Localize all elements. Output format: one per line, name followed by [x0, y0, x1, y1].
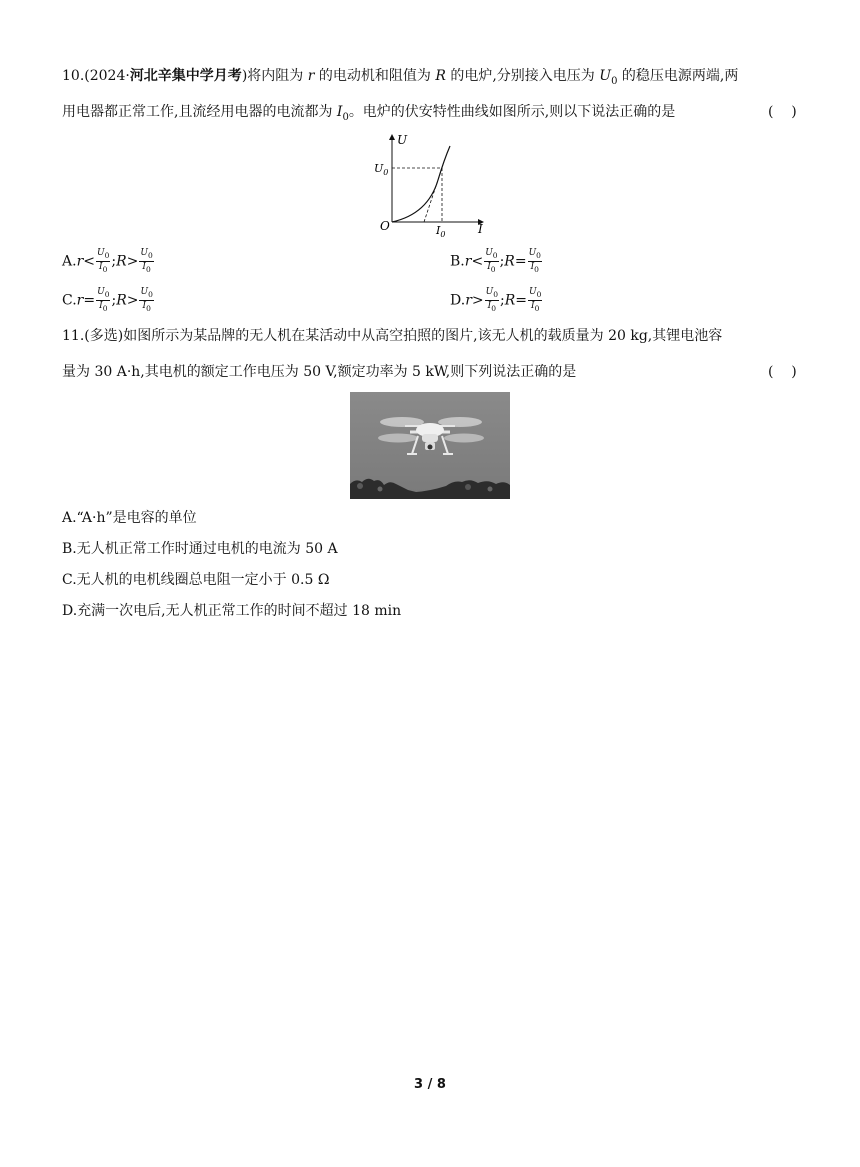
option-op: =	[515, 292, 527, 309]
option-var: r	[465, 292, 472, 309]
q10-option-a[interactable]	[62, 248, 155, 275]
var-U: U	[599, 68, 612, 84]
option-var: R	[116, 292, 127, 309]
q11-line2: 量为 30 A·h,其电机的额定工作电压为 50 V,额定功率为 5 kW,则下列说法正确的是	[62, 364, 577, 380]
x-axis-label: I	[478, 222, 483, 236]
option-op: >	[126, 253, 139, 270]
q11-option-a[interactable]: A.“A·h”是电容的单位	[62, 510, 197, 526]
var-I: I	[336, 104, 343, 120]
option-var: r	[76, 292, 84, 309]
q10-source: 河北辛集中学月考	[129, 68, 242, 84]
q10-option-d[interactable]	[450, 287, 543, 314]
q10-number: 10.(2024·	[62, 68, 130, 84]
q11-option-c[interactable]: C.无人机的电机线圈总电阻一定小于 0.5 Ω	[62, 572, 330, 588]
q10-answer-paren: ( )	[768, 104, 797, 120]
iv-curve	[392, 146, 450, 222]
q10-option-b[interactable]	[450, 248, 543, 275]
option-sep: ;	[500, 292, 505, 309]
option-var: r	[464, 253, 472, 270]
option-sep: ;	[111, 292, 117, 309]
sub-0: 0	[342, 111, 349, 123]
option-var: r	[76, 253, 84, 270]
iv-graph	[370, 130, 490, 240]
q11-answer-paren: ( )	[768, 364, 797, 380]
var-r: r	[307, 68, 315, 84]
fraction: $\frac{U_0}{I_0}$	[485, 287, 498, 313]
y-axis-label: U	[397, 133, 408, 147]
x-tick-label: $I_0$	[436, 224, 446, 239]
option-op: <	[83, 253, 95, 270]
option-op: >	[471, 292, 484, 309]
fraction: $\frac{U_0}{I_0}$	[140, 248, 153, 274]
fraction: $\frac{U_0}{I_0}$	[485, 248, 498, 274]
option-sep: ;	[499, 253, 505, 270]
option-letter: D.	[450, 292, 466, 309]
q10-line1	[62, 66, 738, 92]
q10-text-d: 的稳压电源两端,两	[617, 68, 739, 84]
q11-option-d[interactable]: D.充满一次电后,无人机正常工作的时间不超过 18 min	[62, 603, 402, 619]
drone-photo	[350, 392, 510, 499]
var-R: R	[435, 68, 446, 84]
q11-option-b[interactable]: B.无人机正常工作时通过电机的电流为 50 A	[62, 541, 338, 557]
sub-0: 0	[611, 75, 618, 87]
fraction: $\frac{U_0}{I_0}$	[528, 248, 541, 274]
option-letter: A.	[62, 253, 77, 270]
option-op: <	[471, 253, 484, 270]
q10-line2	[62, 102, 675, 128]
y-tick-label: $U_0$	[374, 162, 389, 177]
q10-text-b: 的电动机和阻值为	[314, 68, 436, 84]
option-var: R	[116, 253, 127, 270]
fraction: $\frac{U_0}{I_0}$	[97, 287, 110, 313]
q11-line1: 11.(多选)如图所示为某品牌的无人机在某活动中从高空拍照的图片,该无人机的载质量为 20 kg,其锂电池容	[62, 328, 723, 344]
option-op: >	[126, 292, 139, 309]
option-op: =	[514, 253, 527, 270]
option-op: =	[83, 292, 96, 309]
q10-text-a: )将内阻为	[241, 68, 308, 84]
fraction: $\frac{U_0}{I_0}$	[97, 248, 110, 274]
q10-line2-b: 。电炉的伏安特性曲线如图所示,则以下说法正确的是	[348, 104, 676, 120]
origin-label: O	[380, 219, 390, 233]
q10-text-c: 的电炉,分别接入电压为	[445, 68, 600, 84]
q10-line2-a: 用电器都正常工作,且流经用电器的电流都为	[62, 104, 337, 120]
page-number: 3 / 8	[414, 1077, 446, 1092]
option-sep: ;	[111, 253, 117, 270]
option-var: R	[504, 253, 515, 270]
fraction: $\frac{U_0}{I_0}$	[529, 287, 542, 313]
option-letter: B.	[450, 253, 465, 270]
option-var: R	[504, 292, 516, 309]
option-letter: C.	[62, 292, 77, 309]
fraction: $\frac{U_0}{I_0}$	[140, 287, 153, 313]
q10-option-c[interactable]	[62, 287, 155, 314]
